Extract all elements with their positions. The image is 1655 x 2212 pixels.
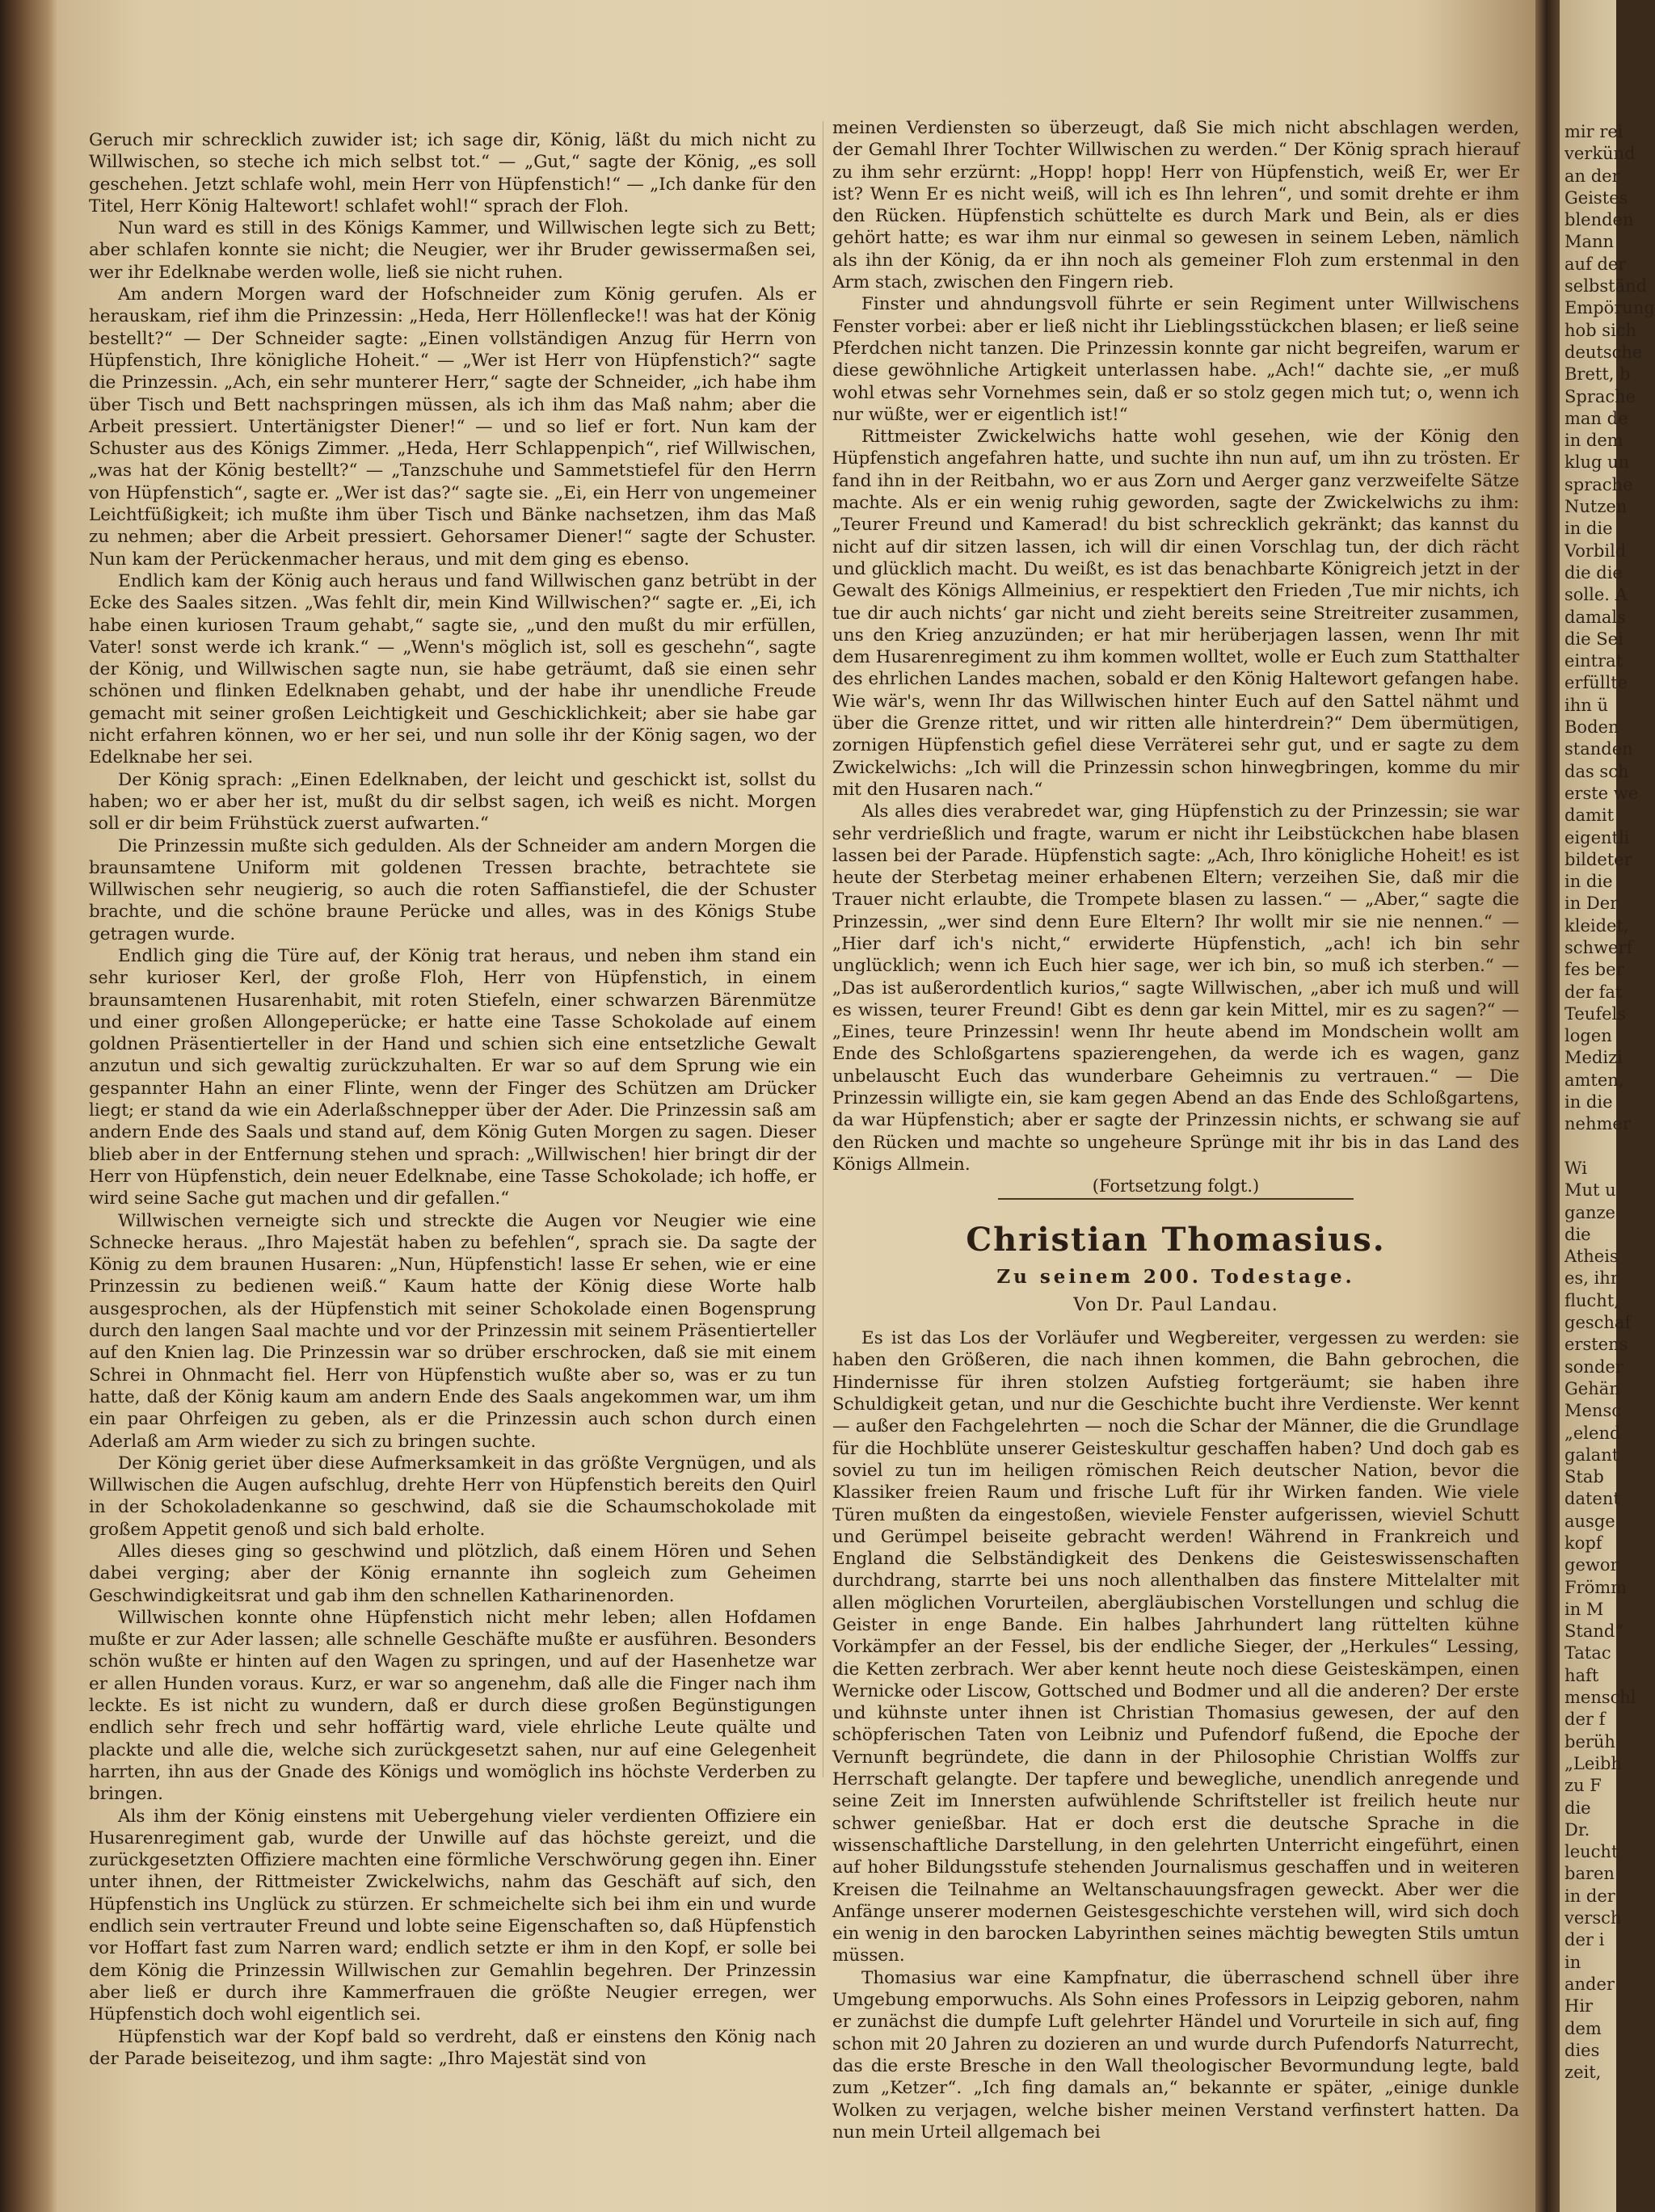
adjacent-page-line: der f (1564, 1709, 1606, 1730)
adjacent-page-line: Stand“ (1564, 1621, 1624, 1642)
adjacent-page-line: in der (1564, 1886, 1615, 1906)
adjacent-page-line: in die (1564, 519, 1613, 539)
article-title: Christian Thomasius. (966, 1220, 1386, 1259)
story-paragraph: Der König geriet über diese Aufmerksamkeit in das größte Vergnügen, und als Willwischen die Augen aufschlug, drehte Herr von Hüpfenstich bereits den Quirl in der Schokoladenkanne so geschwind, daß sie die Schaumschokolade mit großem Appetit genoß und sich bald erholte. (89, 1453, 816, 1540)
adjacent-page-line: Nutzen (1564, 497, 1628, 517)
adjacent-page-line: solle. A (1564, 585, 1628, 605)
adjacent-page-line: die (1564, 1224, 1591, 1244)
adjacent-page-line: die die (1564, 562, 1623, 582)
adjacent-page-line: haft (1564, 1665, 1599, 1685)
adjacent-page-line: zeit, (1564, 2063, 1602, 2083)
adjacent-page-line: auf der (1564, 254, 1627, 274)
story-paragraph: Am andern Morgen ward der Hofschneider zum König gerufen. Als er herauskam, rief ihm die Prinzessin: „Heda, Herr Höllenflecke!! was hat der König bestellt?“ — Der Schneider sagte: „Einen vollständigen Anzug für Herrn von Hüpfenstich, Ihre königliche Hoheit.“ — „Wer ist Herr von Hüpfenstich?“ sagte die Prinzessin. „Ach, ein sehr munterer Herr,“ sagte der Schneider, „ich habe ihm über Tisch und Bett nachspringen müssen, als ich ihm das Maß nahm; aber die Arbeit pressiert. Untertänigster Diener!“ — und so lief er fort. Nun kam der Schuster aus des Königs Zimmer. „Heda, Herr Schlappenpich“, rief Willwischen, „was hat der König bestellt?“ — „Tanzschuhe und Sammetstiefel für den Herrn von Hüpfenstich“, sagte er. „Wer ist das?“ sagte sie. „Ei, ein Herr von ungemeiner Leichtfüßigkeit; ich mußte ihm über Tisch und Bänke nachsetzen, ihm das Maß zu nehmen; aber die Arbeit pressiert. Gehorsamer Diener!“ sagte der Schuster. Nun kam der Perückenmacher heraus, und mit dem ging es ebenso. (89, 284, 816, 570)
adjacent-page-line: kopf (1564, 1533, 1602, 1553)
adjacent-page-line: galant (1564, 1445, 1619, 1465)
story-paragraph: Als alles dies verabredet war, ging Hüpfenstich zu der Prinzessin; sie war sehr verdrießlich und fragte, warum er nicht ihr Leibstückchen habe blasen lassen bei der Parade. Hüpfenstich sagte: „Ach, Ihro königliche Hoheit! es ist heute der Sterbetag meiner erhabenen Eltern; verzeihen Sie, daß mir die Trauer nicht erlaubte, die Trompete blasen zu lassen.“ — „Aber,“ sagte die Prinzessin, „wer sind denn Eure Eltern? Ihr wollt mir sie nie nennen.“ — „Hier darf ich's nicht,“ erwiderte Hüpfenstich, „ach! ich bin sehr unglücklich; wenn ich Euch hier sage, wer ich bin, so muß ich sterben.“ — „Das ist außerordentlich kurios,“ sagte Willwischen, „aber ich muß und will es wissen, teurer Freund! Gibt es denn gar kein Mittel, mir es zu sagen?“ — „Eines, teure Prinzessin! wenn Ihr heute abend im Mondschein wollt am Ende des Schloßgartens spazierengehen, da werde ich es wagen, ganz unbelauscht Euch das wunderbare Geheimnis zu vertrauen.“ — Die Prinzessin willigte ein, sie kam gegen Abend an das Ende des Schloßgartens, da war Hüpfenstich; aber er sagte der Prinzessin nichts, er schwang sie auf den Rücken und machte so ungeheure Sprünge mit ihr bis in das Land des Königs Allmein. (832, 801, 1519, 1175)
adjacent-page-line: in die (1564, 872, 1613, 892)
adjacent-page-edge (1560, 0, 1655, 2212)
adjacent-page-line: ganze (1564, 1202, 1615, 1222)
adjacent-page-line: Mann (1564, 232, 1615, 252)
adjacent-page-line: bildeter (1564, 849, 1632, 869)
serial-story-column (89, 129, 816, 2070)
story-paragraph: Endlich kam der König auch heraus und fand Willwischen ganz betrübt in der Ecke des Saales sitzen. „Was fehlt dir, mein Kind Willwischen?“ sagte er. „Ei, ich habe einen kuriosen Traum gehabt,“ sagte sie, „und den mußt du mir erfüllen, Vater! sonst werde ich krank.“ — „Wenn's möglich ist, soll es geschehn“, sagte der König, und Willwischen sagte nun, sie habe geträumt, daß sie einen sehr schönen und flinken Edelknaben gehabt, und der habe ihr unendliche Freude gemacht mit seiner großen Leichtigkeit und Geschicklichkeit; aber sie habe gar nicht erfahren können, wo er her sei, und nun solle ihr der König sagen, wo der Edelknabe her sei. (89, 570, 816, 768)
story-paragraph: Endlich ging die Türe auf, der König trat heraus, und neben ihm stand ein sehr kurioser Kerl, der große Floh, Herr von Hüpfenstich, in einem braunsamtenen Husarenhabit, mit roten Stiefeln, einer schwarzen Bärenmütze und einer großen Allongeperücke; er hatte eine Tasse Schokolade auf einem goldnen Präsentierteller in der Hand und schien sich eine entsetzliche Gewalt anzutun und sich gewaltig zurückzuhalten. Er war so auf dem Sprung wie ein gespannter Hahn an einer Flinte, wenn der Finger des Schützen am Drücker liegt; er stand da wie ein Aderlaßschnepper über der Ader. Die Prinzessin saß am andern Ende des Saals und stand auf, dem König Guten Morgen zu sagen. Dieser blieb aber in der Entfernung stehen und sprach: „Willwischen! hier bringt dir der Herr von Hüpfenstich, dein neuer Edelknabe, eine Tasse Schokolade; ich hoffe, er wird seine Sache gut machen und dir gefallen.“ (89, 945, 816, 1209)
adjacent-page-line: Medizi (1564, 1048, 1623, 1068)
adjacent-page-line: Gehän (1564, 1378, 1620, 1398)
adjacent-page-line: gewor (1564, 1555, 1619, 1575)
article-paragraph: Es ist das Los der Vorläufer und Wegbereiter, vergessen zu werden: sie haben den Größeren, die nach ihnen kommen, die Bahn gebrochen, die Hindernisse für ihren stolzen Aufstieg fortgeräumt; sie haben ihre Schuldigkeit getan, und nur die Geschichte bucht ihre Verdienste. Wer kennt — außer den Fachgelehrten — noch die Schar der Männer, die die Grundlage für die Hochblüte unserer Geisteskultur geschaffen haben? Und doch gab es soviel zu tun im heiligen römischen Reich deutscher Nation, bevor die Klassiker freien Raum und frische Luft für ihr Wirken fanden. Wie viele Türen mußten da eingestoßen, wieviele Fenster aufgerissen, wieviel Schutt und Gerümpel beiseite gebracht werden! Während in Frankreich und England die Selbständigkeit des Denkens die Geisteswissenschaften durchdrang, starrte bei uns noch allenthalben das finstere Mittelalter mit allen möglichen Vorurteilen, abergläubischen Vorstellungen und schlug die Geister in enge Bande. Ein halbes Jahrhundert lang rüttelten kühne Vorkämpfer an der Fessel, bis der endliche Sieger, der „Herkules“ Lessing, die Ketten zerbrach. Wer aber kennt heute noch diese Geisteskämpen, einen Wernicke oder Liscow, Gottsched und Bodmer und all die anderen? Der erste und kühnste unter ihnen ist Christian Thomasius gewesen, der auf den schöpferischen Taten von Leibniz und Pufendorf fußend, die Epoche der Vernunft begründete, die dann in der Philosophie Christian Wolffs zur Herrschaft gelangte. Der tapfere und bewegliche, unendlich anregende und seine Zeit im Innersten aufwühlende Schriftsteller ist freilich heute nur schwer genießbar. Hat er doch erst die deutsche Sprache in die wissenschaftliche Darstellung, in den gelehrten Unterricht eingeführt, einen auf hoher Bildungsstufe stehenden Journalismus geschaffen und in weiteren Kreisen die Teilnahme an Weltanschauungsfragen geweckt. Aber wer die Anfänge unserer modernen Geistesgeschichte verstehen will, wird sich doch ein wenig in den barocken Labyrinthen seines mächtig bewegten Stils umtun müssen. (832, 1328, 1519, 1966)
adjacent-page-line: baren (1564, 1864, 1615, 1884)
adjacent-page-line: der i (1564, 1930, 1605, 1950)
adjacent-page-line: Empörung (1564, 298, 1655, 318)
story-paragraph: Hüpfenstich war der Kopf bald so verdreht, daß er einstens den König nach der Parade beiseitezog, und ihm sagte: „Ihro Majestät sind von (89, 2026, 816, 2069)
story-paragraph: Nun ward es still in des Königs Kammer, und Willwischen legte sich zu Bett; aber schlafen konnte sie nicht; die Neugier, wer ihr Bruder gewissermaßen sei, wer ihr Edelknabe werden wolle, ließ sie nicht ruhen. (89, 218, 816, 283)
adjacent-page-line: dem (1564, 2018, 1602, 2038)
adjacent-page-line: kleidet, (1564, 915, 1629, 936)
adjacent-page-line: standen (1564, 739, 1633, 759)
adjacent-page-line: ausge (1564, 1511, 1615, 1531)
adjacent-page-line: Sprache (1564, 386, 1636, 406)
adjacent-page-line: in dem (1564, 431, 1623, 451)
article-paragraph: Thomasius war eine Kampfnatur, die überraschend schnell über ihre Umgebung emporwuchs. Als Sohn eines Professors in Leipzig geboren, nahm er zunächst die dumpfe Luft gelehrter Händel und Vorurteile in sich auf, fing schon mit 20 Jahren zu dozieren an und wurde durch Pufendorfs Naturrecht, das die erste Bresche in den Wall theologischer Bevormundung legte, bald zum „Ketzer“. „Ich fing damals an,“ bekannte er später, „einige dunkle Wolken zu verjagen, welche bisher meinen Verstand verfinstert hatten. Da nun mein Urteil allgemach bei (832, 1967, 1519, 2143)
story-paragraph: Willwischen konnte ohne Hüpfenstich nicht mehr leben; allen Hofdamen mußte er zur Ader lassen; alle schnelle Geschäfte mußte er ausführen. Besonders schön wußte er hinten auf den Wagen zu springen, und auf der Hasenhetze war er allen Hunden voraus. Kurz, er war so angenehm, daß alle die Finger nach ihm leckte. Es ist nicht zu wundern, daß er durch diese großen Begünstigungen endlich sehr frech und sehr hoffärtig ward, viele ehrliche Leute quälte und plackte und alle die, welche sich zurückgesetzt sahen, nur auf eine Gelegenheit harrten, ihn aus der Gnade des Königs und womöglich ins höchste Verderben zu bringen. (89, 1607, 816, 1805)
adjacent-page-line: erfüllte (1564, 673, 1628, 693)
adjacent-page-line: klug un (1564, 452, 1630, 473)
adjacent-page-line: blenden (1564, 210, 1634, 230)
adjacent-page-line: Brett, b (1564, 364, 1631, 385)
adjacent-page-line: damals (1564, 607, 1626, 627)
adjacent-page-line: Frömm (1564, 1577, 1628, 1597)
article-author: Von Dr. Paul Landau. (1073, 1294, 1278, 1315)
adjacent-page-line: logen (1564, 1026, 1612, 1046)
continuation-note: (Fortsetzung folgt.) (1092, 1176, 1260, 1196)
adjacent-page-line: das sch (1564, 761, 1629, 781)
adjacent-page-line: Stab (1564, 1467, 1604, 1487)
story-paragraph: Geruch mir schrecklich zuwider ist; ich sage dir, König, läßt du mich nicht zu Willwischen, so steche ich mich selbst tot.“ — „Gut,“ sagte der König, „es soll geschehen. Jetzt schlafe wohl, mein Herr von Hüpfenstich!“ — „Ich danke für den Titel, Herr König Haltewort! schlafet wohl!“ sprach der Floh. (89, 130, 816, 217)
adjacent-page-line: berüh (1564, 1731, 1615, 1752)
adjacent-page-line: die (1564, 1798, 1591, 1818)
adjacent-page-line: Atheis (1564, 1247, 1619, 1267)
story-paragraph: Alles dieses ging so geschwind und plötzlich, daß einem Hören und Sehen dabei verging; aber der König ernannte ihn sogleich zum Geheimen Geschwindigkeitsrat und gab ihm den schnellen Katharinenorden. (89, 1541, 816, 1606)
adjacent-page-line: erste we (1564, 783, 1639, 803)
adjacent-page-line: Tatac (1564, 1643, 1611, 1663)
adjacent-page-line: eigentli (1564, 827, 1630, 847)
adjacent-page-line: menschl (1564, 1688, 1636, 1708)
story-paragraph: Rittmeister Zwickelwichs hatte wohl gesehen, wie der König den Hüpfenstich angefahren hatte, und suchte ihn nun auf, um ihn zu trösten. Er fand ihn in der Reitbahn, wo er aus Zorn und Aerger ganz verzweifelte Sätze machte. Als er ein wenig ruhig geworden, sagte der Zwickelwichs zu ihm: „Teurer Freund und Kamerad! du bist schrecklich gekränkt; das kannst du nicht auf dir sitzen lassen, ich will dir einen Vorschlag tun, der dich rächt und glücklich macht. Du weißt, es ist das benachbarte Königreich jetzt in der Gewalt des Königs Allmeinius, er respektiert den Frieden ‚Tue mir nichts, ich tue dir auch nichts‘ gar nicht und zieht bereits seine Streitreiter zusammen, uns den Krieg anzuzünden; er hat mir herüberjagen lassen, wenn Ihr mit dem Husarenregiment zu ihm kommen wolltet, wolle er Euch zum Statthalter des ehrlichen Landes machen, sobald er den König Haltewort gefangen habe. Wie wär's, wenn Ihr das Willwischen hinter Euch auf den Sattel nähmt und über die Grenze rittet, und wir ritten alle hinterdrein?“ Dem übermütigen, zornigen Hüpfenstich gefiel diese Verräterei sehr gut, und er sagte zu dem Zwickelwichs: „Ich will die Prinzessin schon hinwegbringen, komme du mir mit den Husaren nach.“ (832, 427, 1519, 800)
adjacent-page-line: fes ber (1564, 960, 1624, 980)
adjacent-page-line: datent (1564, 1489, 1620, 1509)
story-paragraph: Finster und ahndungsvoll führte er sein Regiment unter Willwischens Fenster vorbei: aber er ließ nicht ihr Lieblingsstückchen blasen; er ließ seine Pferdchen nicht tanzen. Die Prinzessin konnte gar nicht begreifen, warum er diese gewöhnliche Artigkeit unterlassen habe. „Ach!“ dachte sie, „er muß wohl etwas sehr Vornehmes sein, daß er so stolz gegen mich tut; o, wenn ich nur wüßte, wer er eigentlich ist!“ (832, 294, 1519, 425)
adjacent-page-line: es, ihr (1564, 1268, 1619, 1289)
adjacent-page-line: in die (1564, 1092, 1613, 1112)
article-subtitle: Zu seinem 200. Todestage. (996, 1265, 1355, 1288)
adjacent-page-line: versch (1564, 1908, 1622, 1928)
story-paragraph: Willwischen verneigte sich und streckte die Augen vor Neugier wie eine Schnecke heraus. „Ihro Majestät haben zu befehlen“, sprach sie. Da sagte der König zu dem braunen Husaren: „Nun, Hüpfenstich! lasse Er sehen, wie er eine Prinzessin zu bedienen weiß.“ Kaum hatte der König diese Worte halb ausgesprochen, als der Hüpfenstich mit seiner Schokolade einen Bogensprung durch den langen Saal machte und vor der Prinzessin mit seinem Präsentierteller auf den Knien lag. Die Prinzessin war so drüber erschrocken, daß sie mit einem Schrei in Ohnmacht fiel. Herr von Hüpfenstich wußte aber so, was er zu tun hatte, daß der König kaum am andern Ende des Saals angekommen war, um ihm ein paar Ohrfeigen zu geben, als er die Prinzessin auch schon durch einen Aderlaß am Arm wieder zu sich zu bringen suchte. (89, 1210, 816, 1452)
book-spine-left (0, 0, 57, 2212)
adjacent-page-line: schwerf (1564, 937, 1633, 957)
adjacent-page-line: „Leibh (1564, 1753, 1622, 1773)
adjacent-page-line: „elend (1564, 1423, 1621, 1443)
adjacent-page-line: ander (1564, 1974, 1615, 1994)
adjacent-page-line: sonder (1564, 1356, 1623, 1377)
adjacent-page-line: Geistes (1564, 187, 1628, 208)
adjacent-page-line: zu F (1564, 1776, 1602, 1796)
adjacent-page-line: Boden (1564, 717, 1619, 738)
adjacent-page-line: in (1564, 1952, 1581, 1972)
adjacent-page-line: selbständ (1564, 276, 1648, 296)
adjacent-page-line: man de (1564, 408, 1628, 428)
adjacent-page-line: die Sei (1564, 629, 1623, 649)
adjacent-page-line: Hir (1564, 1996, 1594, 2016)
adjacent-page-line: Vorbild (1564, 540, 1627, 561)
section-rule (998, 1198, 1354, 1200)
adjacent-page-line: mir rei (1564, 122, 1623, 141)
adjacent-page-line: leucht (1564, 1842, 1619, 1862)
adjacent-page-text (1560, 0, 1655, 2084)
adjacent-page-line: der fat (1564, 982, 1623, 1002)
story-paragraph: Als ihm der König einstens mit Uebergehung vieler verdienten Offiziere ein Husarenregiment gab, wurde der Unwille auf das höchste gereizt, und die zurückgesetzten Offiziere machten eine förmliche Verschwörung gegen ihn. Einer unter ihnen, der Rittmeister Zwickelwichs, nahm das Geschäft auf sich, den Hüpfenstich ins Unglück zu stürzen. Er schmeichelte sich bei ihm ein und wurde endlich sein vertrauter Freund und lobte seine Eigenschaften so, daß Hüpfenstich vor Hoffart fast zum Narren ward; endlich setzte er ihm in den Kopf, er solle bei dem König die Prinzessin Willwischen zur Gemahlin begehren. Der Prinzessin aber ließ er durch ihre Kammerfrauen die größte Neugier erregen, wer Hüpfenstich doch wohl eigentlich sei. (89, 1806, 816, 2025)
adjacent-page-line: dies (1564, 2040, 1600, 2060)
adjacent-page-line: nehmer (1564, 1114, 1631, 1134)
adjacent-page-line: Dr. (1564, 1819, 1590, 1840)
adjacent-page-line: damit (1564, 805, 1615, 826)
adjacent-page-line: sprache (1564, 474, 1633, 494)
adjacent-page-line: Mut u (1564, 1180, 1616, 1201)
adjacent-page-line: hob sich (1564, 320, 1637, 340)
adjacent-page-line: flucht, (1564, 1290, 1619, 1310)
story-paragraph: Die Prinzessin mußte sich gedulden. Als der Schneider am andern Morgen die braunsamtene Uniform mit goldenen Tressen brachte, betrachtete sie Willwischen sehr neugierig, so auch die roten Saffianstiefel, die der Schuster brachte, und die schöne braune Perücke und alles, was in des Königs Stube getragen wurde. (89, 835, 816, 944)
adjacent-page-line: erstens (1564, 1335, 1628, 1355)
adjacent-page-line: Wi (1564, 1158, 1587, 1178)
adjacent-page-line: deutsche (1564, 342, 1643, 362)
adjacent-page-line: an der (1564, 166, 1620, 186)
adjacent-page-line: in M (1564, 1599, 1604, 1619)
book-gutter (1535, 0, 1560, 2212)
adjacent-page-line (1564, 1136, 1616, 1158)
adjacent-page-line: amten, (1564, 1070, 1624, 1090)
adjacent-page-line: eintrat (1564, 651, 1623, 671)
adjacent-page-line: in Der (1564, 894, 1619, 914)
adjacent-page-line: Mensc (1564, 1401, 1621, 1421)
adjacent-page-line: verkünd (1564, 144, 1636, 164)
adjacent-page-line: Teufels (1564, 1003, 1627, 1024)
adjacent-page-line: geschaf (1564, 1313, 1632, 1333)
adjacent-page-line: ihn ü (1564, 695, 1608, 715)
story-paragraph: Der König sprach: „Einen Edelknaben, der leicht und geschickt ist, sollst du haben; wo er aber her ist, mußt du dir selbst sagen, ich weiß es nicht. Morgen soll er dir beim Frühstück zuerst aufwarten.“ (89, 769, 816, 835)
right-column (832, 117, 1519, 2143)
story-paragraph: meinen Verdiensten so überzeugt, daß Sie mich nicht abschlagen werden, der Gemahl Ihrer Tochter Willwischen zu werden.“ Der König sprach hierauf zu ihm sehr erzürnt: „Hopp! hopp! Herr von Hüpfenstich, weiß Er, wer Er ist? Wenn Er es nicht weiß, will ich es Ihn lehren“, und somit drehte er ihm den Rücken. Hüpfenstich schüttelte es durch Mark und Bein, als er dies gehört hatte; es war ihm nur einmal so gewesen in seinem Leben, nämlich als ihn der König, da er ihn noch als gemeiner Floh zum erstenmal in den Arm stach, zwischen den Fingern rieb. (832, 118, 1519, 293)
